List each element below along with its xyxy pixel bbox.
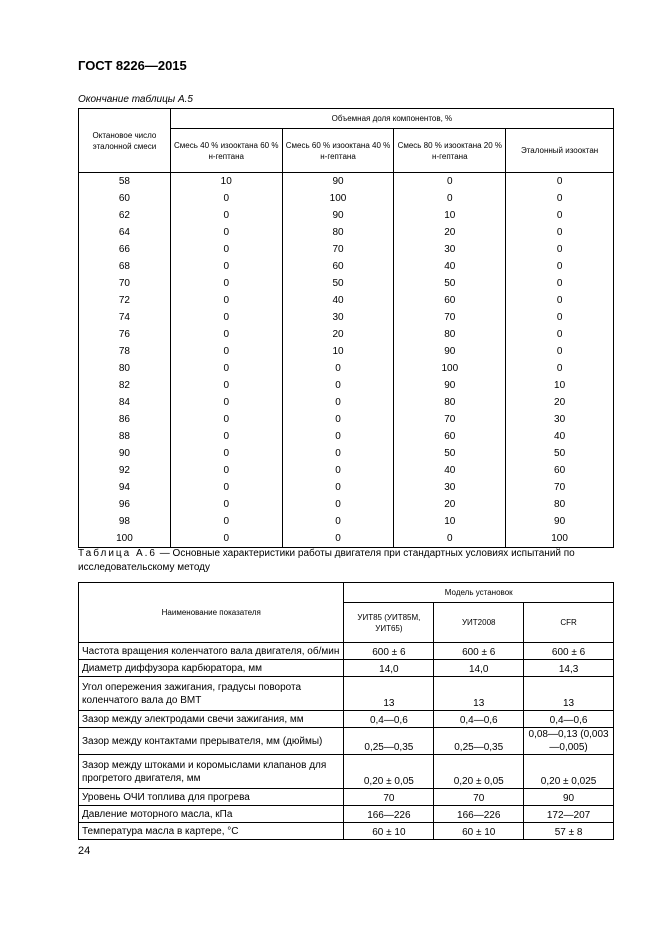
table-cell: 10: [394, 513, 506, 530]
parameter-name-cell: Частота вращения коленчатого вала двигателя, об/мин: [79, 643, 344, 660]
table-cell: 60: [394, 292, 506, 309]
table-cell: 50: [394, 275, 506, 292]
parameter-name-cell: Температура масла в картере, °С: [79, 823, 344, 840]
table-cell: 30: [282, 309, 394, 326]
parameter-name-cell: Зазор между штоками и коромыслами клапанов для прогретого двигателя, мм: [79, 755, 344, 789]
table-cell: 0: [170, 513, 282, 530]
value-cell: 0,08—0,13 (0,003—0,005): [524, 728, 614, 755]
table-row: [79, 411, 614, 428]
table-cell: 50: [282, 275, 394, 292]
parameter-name-cell: Диаметр диффузора карбюратора, мм: [79, 660, 344, 677]
value-cell: 14,3: [524, 660, 614, 677]
table-cell: 0: [394, 190, 506, 207]
table-cell: 0: [506, 173, 614, 191]
table-cell: 68: [79, 258, 171, 275]
table-cell: 0: [170, 343, 282, 360]
table-row: [79, 643, 614, 660]
table-row: [79, 326, 614, 343]
table-cell: 0: [282, 411, 394, 428]
table-cell: 0: [506, 207, 614, 224]
value-cell: 13: [434, 677, 524, 711]
table-cell: 100: [79, 530, 171, 548]
value-cell: 13: [344, 677, 434, 711]
table-cell: 90: [282, 173, 394, 191]
table-cell: 0: [506, 309, 614, 326]
table-a6-body: [79, 643, 614, 840]
table-cell: 10: [170, 173, 282, 191]
value-cell: 14,0: [434, 660, 524, 677]
parameter-name-cell: Давление моторного масла, кПа: [79, 806, 344, 823]
table-cell: 0: [170, 428, 282, 445]
table-cell: 70: [394, 411, 506, 428]
table-a6-caption: [78, 547, 614, 575]
table-cell: 0: [170, 377, 282, 394]
table-cell: 0: [170, 258, 282, 275]
table-row: [79, 428, 614, 445]
value-cell: 13: [524, 677, 614, 711]
value-cell: 0,20 ± 0,05: [344, 755, 434, 789]
table-row: [79, 394, 614, 411]
table-cell: 80: [394, 394, 506, 411]
value-cell: 70: [344, 789, 434, 806]
value-cell: 166—226: [344, 806, 434, 823]
table-cell: 90: [506, 513, 614, 530]
table-cell: 10: [282, 343, 394, 360]
table-cell: 0: [170, 445, 282, 462]
value-cell: 166—226: [434, 806, 524, 823]
table-cell: 10: [394, 207, 506, 224]
table-cell: 30: [394, 479, 506, 496]
table-row: [79, 258, 614, 275]
table-cell: 0: [282, 462, 394, 479]
table-cell: 72: [79, 292, 171, 309]
col-header-model: Модель установок: [344, 583, 614, 603]
value-cell: 60 ± 10: [434, 823, 524, 840]
table-cell: 0: [170, 224, 282, 241]
table-row: [79, 445, 614, 462]
value-cell: 60 ± 10: [344, 823, 434, 840]
table-cell: 80: [282, 224, 394, 241]
col-header-isooctane: Эталонный изооктан: [506, 129, 614, 173]
table-row: [79, 728, 614, 755]
table-row: [79, 360, 614, 377]
table-cell: 0: [170, 462, 282, 479]
col-header-mix80: Смесь 80 % изооктана 20 % н-гептана: [394, 129, 506, 173]
value-cell: 172—207: [524, 806, 614, 823]
table-row: [79, 224, 614, 241]
table-a6: [78, 582, 614, 840]
table-row: [79, 660, 614, 677]
col-header-uit85: УИТ85 (УИТ85М, УИТ65): [344, 603, 434, 643]
table-cell: 0: [506, 190, 614, 207]
table-cell: 66: [79, 241, 171, 258]
table-cell: 20: [506, 394, 614, 411]
table-cell: 0: [394, 530, 506, 548]
table-cell: 100: [506, 530, 614, 548]
value-cell: 0,4—0,6: [434, 711, 524, 728]
table-row: [79, 275, 614, 292]
table-cell: 30: [506, 411, 614, 428]
table-cell: 80: [506, 496, 614, 513]
table-cell: 0: [170, 360, 282, 377]
table-cell: 94: [79, 479, 171, 496]
col-header-cfr: CFR: [524, 603, 614, 643]
table-row: [79, 789, 614, 806]
table-cell: 86: [79, 411, 171, 428]
table-cell: 0: [282, 428, 394, 445]
value-cell: 600 ± 6: [434, 643, 524, 660]
table-row: [79, 806, 614, 823]
table-cell: 92: [79, 462, 171, 479]
table-cell: 80: [394, 326, 506, 343]
table-cell: 0: [506, 258, 614, 275]
value-cell: 600 ± 6: [344, 643, 434, 660]
table-cell: 0: [282, 445, 394, 462]
table-cell: 0: [282, 394, 394, 411]
value-cell: 0,25—0,35: [434, 728, 524, 755]
table-cell: 90: [394, 377, 506, 394]
table-cell: 88: [79, 428, 171, 445]
table-row: [79, 513, 614, 530]
table-cell: 0: [506, 292, 614, 309]
table-cell: 30: [394, 241, 506, 258]
value-cell: 0,20 ± 0,025: [524, 755, 614, 789]
table-cell: 100: [394, 360, 506, 377]
table-cell: 0: [506, 224, 614, 241]
table-cell: 0: [170, 326, 282, 343]
table-cell: 0: [506, 275, 614, 292]
table-cell: 0: [506, 360, 614, 377]
parameter-name-cell: Угол опережения зажигания, градусы поворота коленчатого вала до ВМТ: [79, 677, 344, 711]
table-row: [79, 496, 614, 513]
table-a6-caption-text: — Основные характеристики работы двигателя при стандартных условиях испытаний по исследовательскому методу: [78, 548, 575, 573]
table-row: [79, 677, 614, 711]
document-header: ГОСТ 8226—2015: [78, 58, 187, 73]
value-cell: 600 ± 6: [524, 643, 614, 660]
table-cell: 10: [506, 377, 614, 394]
table-cell: 20: [394, 224, 506, 241]
table-row: [79, 479, 614, 496]
table-row: [79, 462, 614, 479]
table-cell: 0: [170, 479, 282, 496]
table-a5-caption: Окончание таблицы А.5: [78, 94, 193, 105]
col-header-octane: Октановое число эталонной смеси: [79, 109, 171, 173]
table-cell: 40: [394, 462, 506, 479]
table-cell: 0: [170, 292, 282, 309]
value-cell: 14,0: [344, 660, 434, 677]
table-cell: 0: [506, 326, 614, 343]
table-cell: 0: [170, 207, 282, 224]
table-cell: 60: [506, 462, 614, 479]
table-cell: 64: [79, 224, 171, 241]
table-cell: 40: [394, 258, 506, 275]
table-cell: 0: [170, 411, 282, 428]
table-cell: 70: [394, 309, 506, 326]
table-row: [79, 343, 614, 360]
table-cell: 20: [282, 326, 394, 343]
table-row: [79, 377, 614, 394]
value-cell: 57 ± 8: [524, 823, 614, 840]
table-row: [79, 190, 614, 207]
table-cell: 84: [79, 394, 171, 411]
col-header-group: Объемная доля компонентов, %: [170, 109, 613, 129]
table-cell: 40: [282, 292, 394, 309]
table-cell: 0: [282, 530, 394, 548]
table-row: [79, 309, 614, 326]
table-cell: 0: [170, 394, 282, 411]
value-cell: 0,4—0,6: [344, 711, 434, 728]
table-cell: 40: [506, 428, 614, 445]
table-cell: 90: [79, 445, 171, 462]
table-cell: 78: [79, 343, 171, 360]
table-row: [79, 711, 614, 728]
table-cell: 96: [79, 496, 171, 513]
table-cell: 80: [79, 360, 171, 377]
table-cell: 0: [282, 479, 394, 496]
value-cell: 0,4—0,6: [524, 711, 614, 728]
col-header-mix40: Смесь 40 % изооктана 60 % н-гептана: [170, 129, 282, 173]
table-cell: 0: [282, 513, 394, 530]
value-cell: 70: [434, 789, 524, 806]
table-cell: 76: [79, 326, 171, 343]
table-cell: 90: [282, 207, 394, 224]
table-cell: 0: [394, 173, 506, 191]
table-cell: 60: [282, 258, 394, 275]
value-cell: 90: [524, 789, 614, 806]
value-cell: 0,20 ± 0,05: [434, 755, 524, 789]
table-row: [79, 823, 614, 840]
table-cell: 60: [79, 190, 171, 207]
table-a5: [78, 108, 614, 548]
table-a5-body: [79, 173, 614, 548]
table-cell: 0: [170, 190, 282, 207]
page-number: 24: [78, 845, 91, 857]
table-cell: 70: [282, 241, 394, 258]
table-cell: 0: [506, 343, 614, 360]
col-header-mix60: Смесь 60 % изооктана 40 % н-гептана: [282, 129, 394, 173]
table-cell: 0: [506, 241, 614, 258]
table-cell: 74: [79, 309, 171, 326]
table-cell: 0: [282, 360, 394, 377]
parameter-name-cell: Зазор между контактами прерывателя, мм (дюймы): [79, 728, 344, 755]
table-cell: 0: [170, 309, 282, 326]
table-cell: 0: [170, 496, 282, 513]
table-cell: 70: [506, 479, 614, 496]
table-cell: 0: [170, 275, 282, 292]
parameter-name-cell: Уровень ОЧИ топлива для прогрева: [79, 789, 344, 806]
table-cell: 0: [170, 241, 282, 258]
table-cell: 82: [79, 377, 171, 394]
table-cell: 20: [394, 496, 506, 513]
table-cell: 0: [282, 496, 394, 513]
table-cell: 60: [394, 428, 506, 445]
col-header-parameter: Наименование показателя: [79, 583, 344, 643]
table-row: [79, 530, 614, 548]
col-header-uit2008: УИТ2008: [434, 603, 524, 643]
value-cell: 0,25—0,35: [344, 728, 434, 755]
table-cell: 100: [282, 190, 394, 207]
table-cell: 62: [79, 207, 171, 224]
table-row: [79, 173, 614, 191]
table-row: [79, 207, 614, 224]
table-cell: 50: [506, 445, 614, 462]
table-cell: 98: [79, 513, 171, 530]
table-row: [79, 241, 614, 258]
table-cell: 90: [394, 343, 506, 360]
table-a6-caption-prefix: Таблица А.6: [78, 548, 157, 559]
parameter-name-cell: Зазор между электродами свечи зажигания, мм: [79, 711, 344, 728]
table-row: [79, 755, 614, 789]
table-cell: 0: [282, 377, 394, 394]
table-cell: 70: [79, 275, 171, 292]
table-cell: 50: [394, 445, 506, 462]
table-cell: 58: [79, 173, 171, 191]
table-row: [79, 292, 614, 309]
table-cell: 0: [170, 530, 282, 548]
